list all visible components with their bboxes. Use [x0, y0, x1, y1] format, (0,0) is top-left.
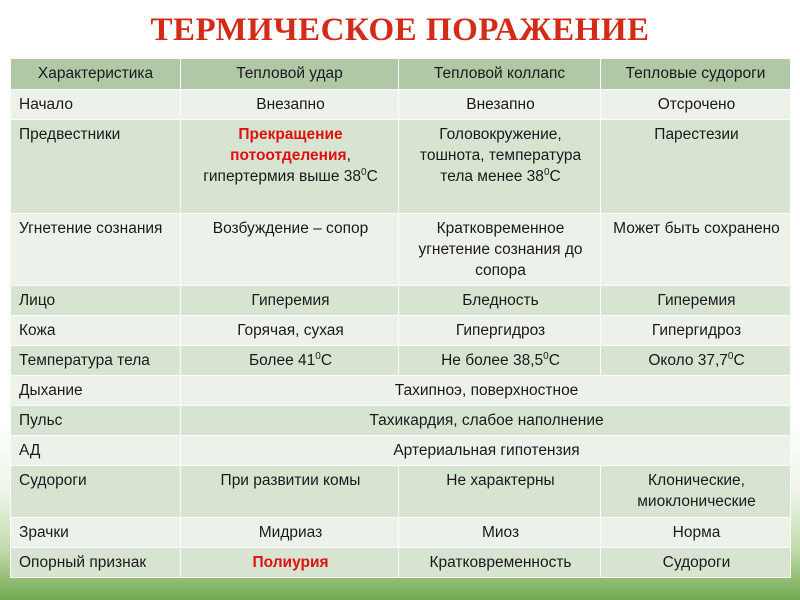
cell-merged: Тахикардия, слабое наполнение — [181, 406, 791, 436]
cell-heat-cramps: Гиперемия — [601, 286, 791, 316]
table-row-face — [11, 286, 791, 316]
cell-text: гипертермия выше 38 — [203, 168, 361, 185]
cell-heat-collapse: Кратковременное угнетение сознания до сопора — [399, 214, 601, 286]
table-row-skin — [11, 316, 791, 346]
cell-merged: Тахипноэ, поверхностное — [181, 376, 791, 406]
cell-heat-stroke — [181, 120, 399, 214]
row-label: Опорный признак — [11, 548, 181, 578]
unit-text: С — [320, 352, 333, 369]
degree-superscript: 0 — [361, 166, 367, 178]
cell-heat-collapse: Не характерны — [399, 466, 601, 518]
table-row-breathing — [11, 376, 791, 406]
degree-superscript: 0 — [543, 166, 550, 178]
page-title: ТЕРМИЧЕСКОЕ ПОРАЖЕНИЕ — [150, 12, 650, 48]
cell-heat-stroke: Горячая, сухая — [181, 316, 399, 346]
table-header-row — [11, 59, 791, 90]
cell-heat-cramps: Может быть сохранено — [601, 214, 791, 286]
cell-text: , — [346, 147, 351, 164]
header-heat-cramps: Тепловые судороги — [601, 59, 791, 90]
table-row-onset — [11, 90, 791, 120]
cell-heat-stroke: Мидриаз — [181, 518, 399, 548]
cell-text: Не более 38,5 — [441, 352, 544, 369]
row-label: Зрачки — [11, 518, 181, 548]
unit-text: С — [549, 168, 561, 185]
row-label: АД — [11, 436, 181, 466]
cell-merged: Артериальная гипотензия — [181, 436, 791, 466]
cell-heat-stroke: Полиурия — [181, 548, 399, 578]
table-row-key-sign — [11, 548, 791, 578]
row-label: Угнетение сознания — [11, 214, 181, 286]
table-row-consciousness — [11, 214, 791, 286]
row-label: Судороги — [11, 466, 181, 518]
cell-text: Головокружение, тошнота, температура тела менее 38 — [419, 126, 582, 185]
cell-heat-stroke: Внезапно — [181, 90, 399, 120]
cell-heat-collapse: Внезапно — [399, 90, 601, 120]
header-heat-collapse: Тепловой коллапс — [399, 59, 601, 90]
header-characteristic: Характеристика — [11, 59, 181, 90]
degree-superscript: 0 — [543, 350, 549, 362]
row-label: Предвестники — [11, 120, 181, 214]
cell-heat-stroke: Возбуждение – сопор — [181, 214, 399, 286]
row-label: Начало — [11, 90, 181, 120]
cell-heat-cramps: Норма — [601, 518, 791, 548]
unit-text: С — [548, 352, 560, 369]
degree-superscript: 0 — [727, 350, 734, 362]
row-label: Дыхание — [11, 376, 181, 406]
cell-heat-collapse: Кратковременность — [399, 548, 601, 578]
unit-text: С — [366, 168, 378, 185]
highlight-text: Прекращение потоотделения — [230, 126, 347, 164]
cell-text: Около 37,7 — [648, 352, 728, 369]
comparison-table — [10, 58, 791, 578]
cell-heat-cramps: Отсрочено — [601, 90, 791, 120]
cell-heat-collapse: Гипергидроз — [399, 316, 601, 346]
unit-text: С — [733, 352, 745, 369]
cell-heat-cramps: Парестезии — [601, 120, 791, 214]
cell-heat-collapse: Бледность — [399, 286, 601, 316]
table-row-temperature — [11, 346, 791, 376]
cell-heat-collapse — [399, 346, 601, 376]
cell-heat-collapse — [399, 120, 601, 214]
cell-heat-collapse: Миоз — [399, 518, 601, 548]
header-heat-stroke: Тепловой удар — [181, 59, 399, 90]
cell-heat-stroke: При развитии комы — [181, 466, 399, 518]
table-row-bp — [11, 436, 791, 466]
table-row-seizures — [11, 466, 791, 518]
cell-heat-cramps: Клонические, миоклонические — [601, 466, 791, 518]
cell-heat-cramps: Гипергидроз — [601, 316, 791, 346]
cell-heat-cramps — [601, 346, 791, 376]
row-label: Лицо — [11, 286, 181, 316]
cell-heat-stroke — [181, 346, 399, 376]
table-row-pupils — [11, 518, 791, 548]
cell-heat-cramps: Судороги — [601, 548, 791, 578]
cell-heat-stroke: Гиперемия — [181, 286, 399, 316]
row-label: Температура тела — [11, 346, 181, 376]
row-label: Пульс — [11, 406, 181, 436]
degree-superscript: 0 — [315, 350, 321, 362]
row-label: Кожа — [11, 316, 181, 346]
table-row-pulse — [11, 406, 791, 436]
table-row-precursors — [11, 120, 791, 214]
cell-text: Более 41 — [248, 352, 316, 369]
